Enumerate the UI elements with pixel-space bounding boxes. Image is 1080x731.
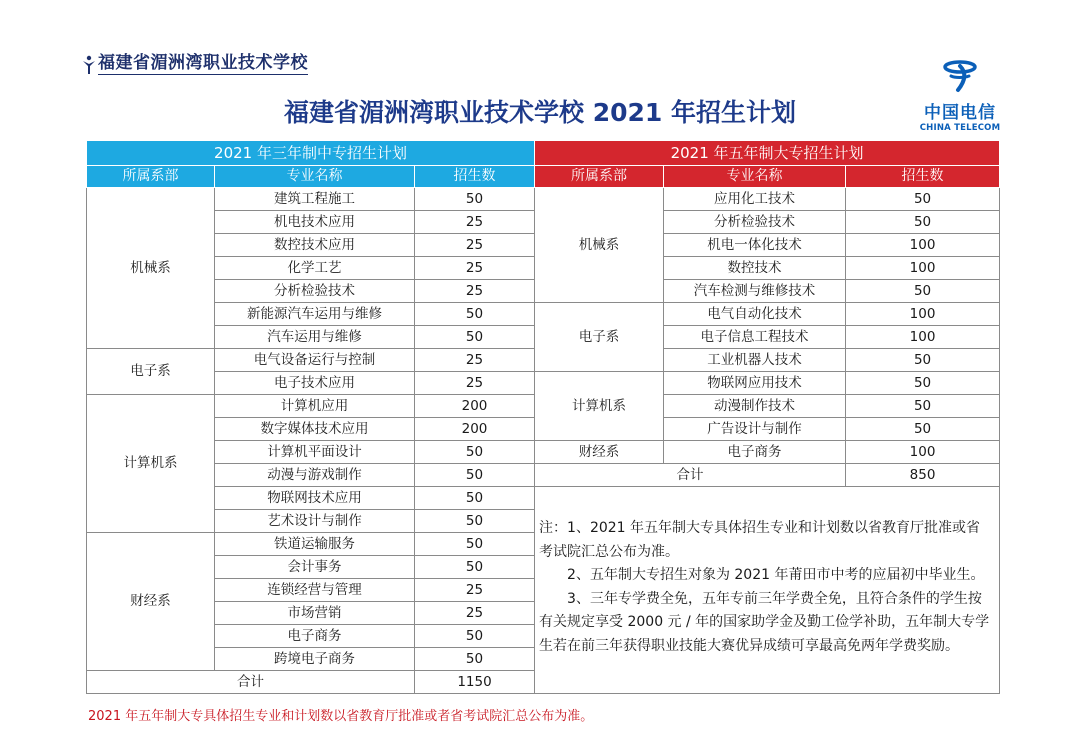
three-year-count-cell: 25: [415, 257, 535, 280]
three-year-major-cell: 电子商务: [215, 625, 415, 648]
three-year-count-cell: 50: [415, 648, 535, 671]
five-year-major-cell: 分析检验技术: [664, 211, 846, 234]
three-year-count-cell: 25: [415, 602, 535, 625]
five-year-dept-cell: 财经系: [535, 441, 664, 464]
five-year-major-cell: 广告设计与制作: [664, 418, 846, 441]
three-year-major-cell: 机电技术应用: [215, 211, 415, 234]
three-year-count-cell: 50: [415, 510, 535, 533]
three-year-col-major: 专业名称: [215, 166, 415, 188]
three-year-major-cell: 动漫与游戏制作: [215, 464, 415, 487]
three-year-total-value: 1150: [415, 671, 535, 694]
three-year-count-cell: 50: [415, 303, 535, 326]
three-year-major-cell: 化学工艺: [215, 257, 415, 280]
five-year-total-value: 850: [846, 464, 1000, 487]
three-year-dept-cell: 计算机系: [87, 395, 215, 533]
three-year-major-cell: 分析检验技术: [215, 280, 415, 303]
five-year-col-major: 专业名称: [664, 166, 846, 188]
three-year-count-cell: 25: [415, 280, 535, 303]
three-year-count-cell: 50: [415, 326, 535, 349]
three-year-count-cell: 50: [415, 556, 535, 579]
school-logo: [82, 48, 308, 75]
three-year-banner: 2021 年三年制中专招生计划: [87, 141, 535, 166]
five-year-major-cell: 动漫制作技术: [664, 395, 846, 418]
five-year-count-cell: 50: [846, 188, 1000, 211]
three-year-dept-cell: 电子系: [87, 349, 215, 395]
china-telecom-cn: 中国电信: [924, 103, 996, 123]
three-year-count-cell: 25: [415, 372, 535, 395]
five-year-count-cell: 50: [846, 349, 1000, 372]
three-year-major-cell: 铁道运输服务: [215, 533, 415, 556]
school-emblem-icon: [82, 55, 96, 75]
three-year-major-cell: 艺术设计与制作: [215, 510, 415, 533]
table-row: [87, 303, 1000, 326]
three-year-col-dept: 所属系部: [87, 166, 215, 188]
five-year-count-cell: 100: [846, 441, 1000, 464]
five-year-col-dept: 所属系部: [535, 166, 664, 188]
five-year-count-cell: 50: [846, 418, 1000, 441]
five-year-major-cell: 应用化工技术: [664, 188, 846, 211]
notes-cell: [535, 487, 1000, 694]
table-row: [87, 372, 1000, 395]
five-year-dept-cell: 计算机系: [535, 372, 664, 441]
five-year-major-cell: 工业机器人技术: [664, 349, 846, 372]
note-item: 3、三年专学费全免，五年专前三年学费全免，且符合条件的学生按有关规定享受 2000 元 / 年的国家助学金及勤工俭学补助，五年制大专学生若在前三年获得职业技能大赛优异成绩可享最高免两年学费奖励。: [539, 590, 990, 654]
five-year-major-cell: 数控技术: [664, 257, 846, 280]
five-year-major-cell: 电气自动化技术: [664, 303, 846, 326]
three-year-count-cell: 25: [415, 234, 535, 257]
five-year-dept-cell: 机械系: [535, 188, 664, 303]
three-year-count-cell: 25: [415, 211, 535, 234]
footnote: 2021 年五年制大专具体招生专业和计划数以省教育厅批准或者省考试院汇总公布为准。: [88, 709, 594, 724]
china-telecom-icon: [940, 58, 980, 94]
three-year-count-cell: 50: [415, 625, 535, 648]
three-year-major-cell: 物联网技术应用: [215, 487, 415, 510]
five-year-dept-cell: 电子系: [535, 303, 664, 372]
three-year-total-label: 合计: [87, 671, 415, 694]
three-year-major-cell: 市场营销: [215, 602, 415, 625]
three-year-count-cell: 25: [415, 349, 535, 372]
five-year-major-cell: 电子商务: [664, 441, 846, 464]
table-row: [87, 188, 1000, 211]
five-year-major-cell: 汽车检测与维修技术: [664, 280, 846, 303]
three-year-major-cell: 计算机应用: [215, 395, 415, 418]
three-year-col-count: 招生数: [415, 166, 535, 188]
three-year-count-cell: 50: [415, 464, 535, 487]
enrollment-table: [86, 140, 1000, 694]
table-row: [87, 441, 1000, 464]
five-year-major-cell: 机电一体化技术: [664, 234, 846, 257]
three-year-count-cell: 200: [415, 418, 535, 441]
three-year-major-cell: 跨境电子商务: [215, 648, 415, 671]
five-year-banner: 2021 年五年制大专招生计划: [535, 141, 1000, 166]
three-year-dept-cell: 机械系: [87, 188, 215, 349]
five-year-major-cell: 物联网应用技术: [664, 372, 846, 395]
three-year-major-cell: 电子技术应用: [215, 372, 415, 395]
three-year-major-cell: 数字媒体技术应用: [215, 418, 415, 441]
three-year-count-cell: 50: [415, 188, 535, 211]
five-year-count-cell: 50: [846, 280, 1000, 303]
five-year-count-cell: 100: [846, 326, 1000, 349]
five-year-count-cell: 100: [846, 303, 1000, 326]
three-year-count-cell: 200: [415, 395, 535, 418]
three-year-count-cell: 50: [415, 533, 535, 556]
page-title: 福建省湄洲湾职业技术学校 2021 年招生计划: [284, 98, 796, 127]
three-year-major-cell: 电气设备运行与控制: [215, 349, 415, 372]
five-year-count-cell: 100: [846, 257, 1000, 280]
five-year-count-cell: 50: [846, 211, 1000, 234]
note-item: 注：1、2021 年五年制大专具体招生专业和计划数以省教育厅批准或省考试院汇总公布为准。: [539, 520, 981, 560]
five-year-count-cell: 100: [846, 234, 1000, 257]
three-year-major-cell: 会计事务: [215, 556, 415, 579]
school-logo-text: 福建省湄洲湾职业技术学校: [98, 48, 308, 75]
five-year-total-label: 合计: [535, 464, 846, 487]
three-year-major-cell: 汽车运用与维修: [215, 326, 415, 349]
five-year-count-cell: 50: [846, 395, 1000, 418]
three-year-major-cell: 数控技术应用: [215, 234, 415, 257]
three-year-major-cell: 计算机平面设计: [215, 441, 415, 464]
note-item: 2、五年制大专招生对象为 2021 年莆田市中考的应届初中毕业生。: [567, 567, 985, 583]
three-year-count-cell: 50: [415, 441, 535, 464]
three-year-major-cell: 新能源汽车运用与维修: [215, 303, 415, 326]
china-telecom-en: CHINA TELECOM: [919, 123, 1001, 133]
three-year-count-cell: 50: [415, 487, 535, 510]
five-year-count-cell: 50: [846, 372, 1000, 395]
three-year-count-cell: 25: [415, 579, 535, 602]
three-year-dept-cell: 财经系: [87, 533, 215, 671]
china-telecom-logo: [918, 58, 1002, 133]
five-year-major-cell: 电子信息工程技术: [664, 326, 846, 349]
table-row: [87, 464, 1000, 487]
table-row: [87, 487, 1000, 510]
three-year-major-cell: 连锁经营与管理: [215, 579, 415, 602]
three-year-major-cell: 建筑工程施工: [215, 188, 415, 211]
five-year-col-count: 招生数: [846, 166, 1000, 188]
